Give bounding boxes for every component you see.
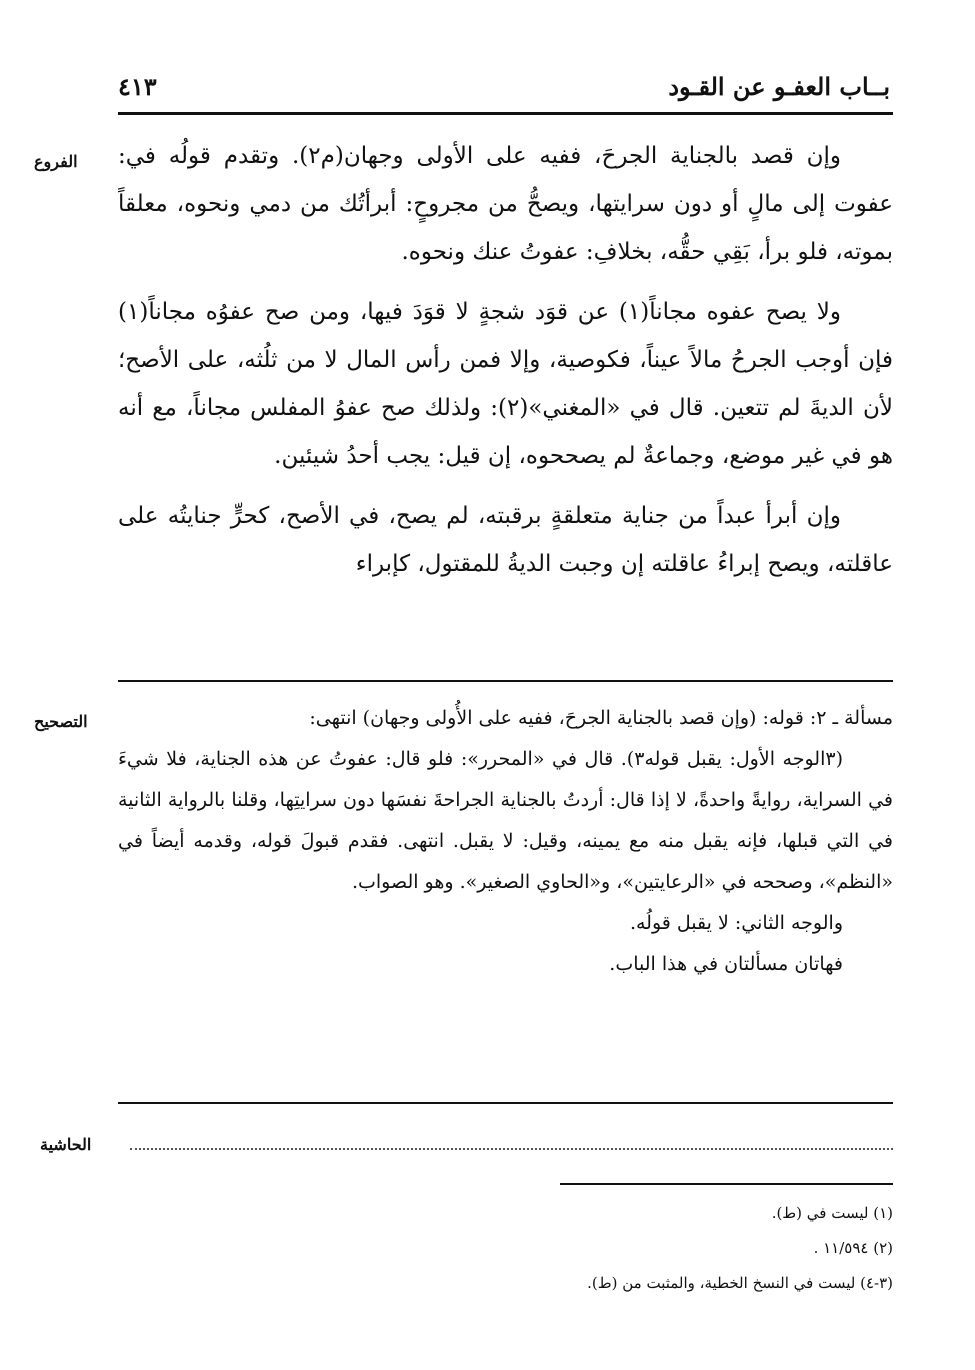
- tashih-paragraph: فهاتان مسألتان في هذا الباب.: [609, 953, 843, 975]
- tashih-paragraph: (٣الوجه الأول: يقبل قوله٣). قال في «المحرر»: فلو قال: عفوتُ عن هذه الجناية، فلا شيءَ في السراية، روايةً واحدةً، لا إذا قال: أردتُ بالجناية الجراحةَ نفسَها دون سرايتِها، وقلنا بالرواية الثانية في التي قبلها، فإنه يقبل منه مع يمينه، وقيل: لا يقبل. انتهى. فقدم قبولَ قوله، وقدمه أيضاً في «النظم»، وصححه في «الرعايتين»، و«الحاوي الصغير». وهو الصواب.: [118, 748, 893, 893]
- margin-label-hashiyah: الحاشية: [40, 1135, 92, 1154]
- footnote: (٣-٤) ليست في النسخ الخطية، والمثبت من (ط).: [587, 1274, 893, 1292]
- furu-text-block: [118, 132, 893, 692]
- section-divider: [118, 1102, 893, 1104]
- page-number: ٤١٣: [118, 72, 157, 101]
- header-rule: [118, 112, 893, 115]
- footnote: (١) ليست في (ط).: [771, 1204, 893, 1222]
- footnote-rule: [560, 1183, 893, 1185]
- footnotes: [118, 1196, 893, 1306]
- tashih-heading: مسألة ـ ٢: قوله: (وإن قصد بالجناية الجرحَ، ففيه على الأُولى وجهان) انتهى:: [309, 707, 893, 729]
- section-divider: [118, 680, 893, 682]
- margin-label-furu: الفروع: [34, 152, 78, 171]
- footnote: (٢) ١١/٥٩٤ .: [813, 1239, 893, 1257]
- furu-paragraph: وإن قصد بالجناية الجرحَ، ففيه على الأولى وجهان(م٢). وتقدم قولُه في: عفوت إلى مالٍ أو دون سرايتها، ويصحُّ من مجروحٍ: أبرأتُك من دمي ونحوه، معلقاً بموته، فلو برأ، بَقِي حقُّه، بخلافِ: عفوتُ عنك ونحوه.: [118, 143, 893, 265]
- margin-label-tashih: التصحيح: [34, 712, 88, 731]
- hashiyah-dotted-line: [130, 1148, 893, 1150]
- tashih-paragraph: والوجه الثاني: لا يقبل قولُه.: [629, 912, 843, 934]
- tashih-text-block: [118, 698, 893, 1093]
- furu-paragraph: وإن أبرأ عبداً من جناية متعلقةٍ برقبته، لم يصح، في الأصح، كحرٍّ جنايتُه على عاقلته، ويصح إبراءُ عاقلته إن وجبت الديةُ للمقتول، كإبراء: [118, 503, 893, 577]
- furu-paragraph: ولا يصح عفوه مجاناً(١) عن قوَد شجةٍ لا قوَدَ فيها، ومن صح عفوُه مجاناً(١) فإن أوجب الجرحُ مالاً عيناً، فكوصية، وإلا فمن رأس المال لا من ثلُثه، على الأصح؛ لأن الديةَ لم تتعين. قال في «المغني»(٢): ولذلك صح عفوُ المفلس مجاناً، مع أنه هو في غير موضع، وجماعةٌ لم يصححوه، إن قيل: يجب أحدُ شيئين.: [118, 299, 893, 469]
- chapter-title: بــاب العفـو عن القـود: [668, 72, 890, 101]
